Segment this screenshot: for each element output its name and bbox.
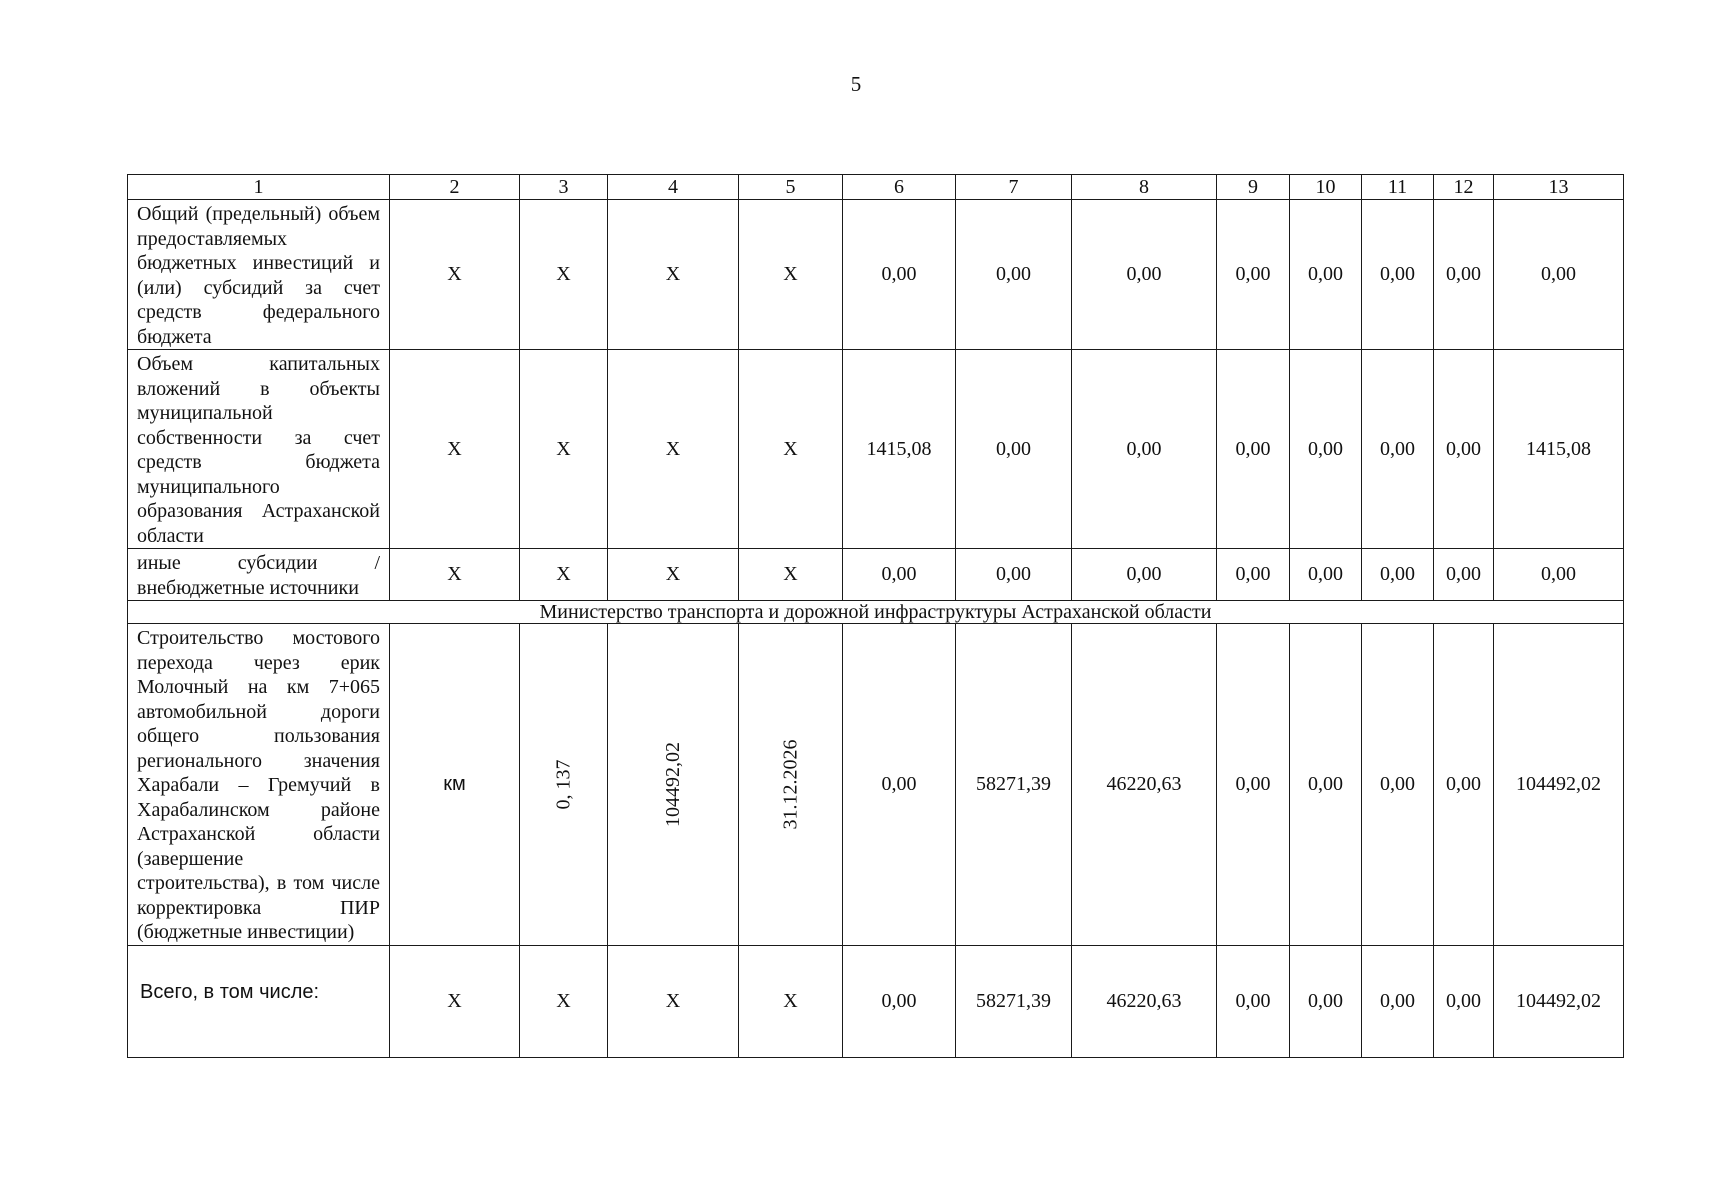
table-cell: 0,00 bbox=[843, 624, 956, 946]
unit-cell: км bbox=[390, 624, 520, 946]
table-cell: 0,00 bbox=[843, 946, 956, 1058]
table-cell: 0,00 bbox=[1362, 624, 1434, 946]
header-cell: 10 bbox=[1290, 175, 1362, 200]
header-cell: 3 bbox=[520, 175, 608, 200]
table-row-municipal bbox=[128, 350, 1624, 549]
header-cell: 7 bbox=[956, 175, 1072, 200]
header-cell: 2 bbox=[390, 175, 520, 200]
row-description: Общий (предельный) объем предоставляемых бюджетных инвестиций и (или) субсидий за счет средств федерального бюджета bbox=[128, 200, 390, 350]
table-cell: 0,00 bbox=[1362, 946, 1434, 1058]
table-cell: 0,00 bbox=[956, 200, 1072, 350]
budget-table bbox=[127, 174, 1624, 1058]
table-cell: Х bbox=[608, 549, 739, 601]
table-cell: 0,00 bbox=[1217, 350, 1290, 549]
table-cell: 1415,08 bbox=[1494, 350, 1624, 549]
row-description: Объем капитальных вложений в объекты муниципальной собственности за счет средств бюджета муниципального образования Астраханской области bbox=[128, 350, 390, 549]
table-cell: 0,00 bbox=[1290, 946, 1362, 1058]
header-cell: 9 bbox=[1217, 175, 1290, 200]
table-cell: 104492,02 bbox=[1494, 946, 1624, 1058]
ministry-title: Министерство транспорта и дорожной инфраструктуры Астраханской области bbox=[128, 601, 1624, 624]
table-cell: Х bbox=[520, 549, 608, 601]
deadline-cell bbox=[739, 624, 843, 946]
row-description: иные субсидии / внебюджетные источники bbox=[128, 549, 390, 601]
table-cell: 0,00 bbox=[1434, 350, 1494, 549]
table-cell: Х bbox=[608, 350, 739, 549]
table-cell: 0,00 bbox=[1434, 946, 1494, 1058]
table-cell: 0,00 bbox=[1217, 946, 1290, 1058]
header-cell: 8 bbox=[1072, 175, 1217, 200]
header-row bbox=[128, 175, 1624, 200]
table-cell: Х bbox=[520, 200, 608, 350]
table-cell: 46220,63 bbox=[1072, 946, 1217, 1058]
table-cell: Х bbox=[390, 946, 520, 1058]
header-cell: 13 bbox=[1494, 175, 1624, 200]
table-cell: 0,00 bbox=[1362, 549, 1434, 601]
page-number: 5 bbox=[850, 72, 862, 96]
table-row-other bbox=[128, 549, 1624, 601]
table-cell: 0,00 bbox=[1434, 624, 1494, 946]
table-row-total bbox=[128, 946, 1624, 1058]
table-cell: 0,00 bbox=[1072, 200, 1217, 350]
table-cell: 0,00 bbox=[1290, 350, 1362, 549]
project-description: Строительство мостового перехода через ерик Молочный на км 7+065 автомобильной дороги общего пользования регионального значения Харабали – Гремучий в Харабалинском районе Астраханской области (завершение строительства), в том числе корректировка ПИР (бюджетные инвестиции) bbox=[128, 624, 390, 946]
table-cell: 0,00 bbox=[1290, 624, 1362, 946]
estimate-cell bbox=[608, 624, 739, 946]
table-cell: Х bbox=[390, 350, 520, 549]
table-cell: 104492,02 bbox=[1494, 624, 1624, 946]
header-cell: 12 bbox=[1434, 175, 1494, 200]
capacity-cell bbox=[520, 624, 608, 946]
table-cell: 0,00 bbox=[956, 549, 1072, 601]
header-cell: 5 bbox=[739, 175, 843, 200]
table-cell: 0,00 bbox=[1290, 549, 1362, 601]
header-cell: 6 bbox=[843, 175, 956, 200]
table-cell: 0,00 bbox=[1434, 200, 1494, 350]
table-cell: 0,00 bbox=[1434, 549, 1494, 601]
header-cell: 1 bbox=[128, 175, 390, 200]
table-cell: 0,00 bbox=[1494, 200, 1624, 350]
ministry-row bbox=[128, 601, 1624, 624]
rotated-value: 104492,02 bbox=[661, 742, 684, 827]
table-cell: 58271,39 bbox=[956, 946, 1072, 1058]
table-cell: Х bbox=[608, 946, 739, 1058]
table-cell: 0,00 bbox=[1362, 350, 1434, 549]
table-cell: Х bbox=[739, 946, 843, 1058]
table-cell: Х bbox=[739, 200, 843, 350]
table-cell: 0,00 bbox=[1290, 200, 1362, 350]
table-cell: 0,00 bbox=[1494, 549, 1624, 601]
table-cell: Х bbox=[739, 350, 843, 549]
table-cell: 1415,08 bbox=[843, 350, 956, 549]
table-cell: 0,00 bbox=[843, 549, 956, 601]
table-cell: Х bbox=[390, 200, 520, 350]
total-label: Всего, в том числе: bbox=[128, 946, 390, 1058]
table-cell: 0,00 bbox=[1072, 549, 1217, 601]
table-cell: Х bbox=[608, 200, 739, 350]
table-row-federal bbox=[128, 200, 1624, 350]
table-cell: Х bbox=[520, 946, 608, 1058]
table-cell: Х bbox=[520, 350, 608, 549]
table-cell: 0,00 bbox=[1217, 624, 1290, 946]
table-cell: Х bbox=[739, 549, 843, 601]
rotated-value: 0, 137 bbox=[552, 759, 574, 810]
header-cell: 4 bbox=[608, 175, 739, 200]
table-row-project bbox=[128, 624, 1624, 946]
table-cell: 0,00 bbox=[1362, 200, 1434, 350]
rotated-value: 31.12.2026 bbox=[779, 739, 801, 830]
table-cell: 0,00 bbox=[1217, 549, 1290, 601]
table-cell: 0,00 bbox=[1072, 350, 1217, 549]
table-cell: 0,00 bbox=[1217, 200, 1290, 350]
table-cell: 0,00 bbox=[843, 200, 956, 350]
table-cell: Х bbox=[390, 549, 520, 601]
header-cell: 11 bbox=[1362, 175, 1434, 200]
table-cell: 0,00 bbox=[956, 350, 1072, 549]
table-cell: 46220,63 bbox=[1072, 624, 1217, 946]
table-cell: 58271,39 bbox=[956, 624, 1072, 946]
